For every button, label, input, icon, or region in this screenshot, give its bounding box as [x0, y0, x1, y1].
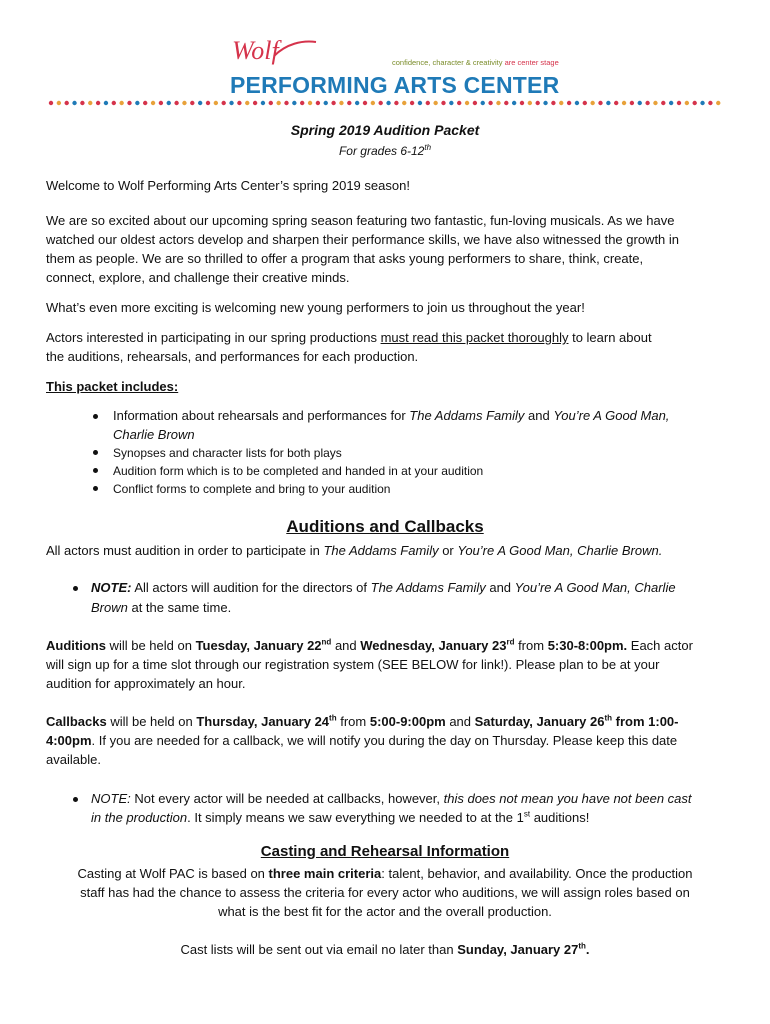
welcome-line: Welcome to Wolf Performing Arts Center’s spring 2019 season!: [46, 178, 410, 193]
read-packet-emphasis: must read this packet thoroughly: [380, 330, 569, 345]
divider-dot: [496, 101, 500, 105]
divider-dot: [410, 101, 414, 105]
divider-dot: [433, 101, 437, 105]
divider-dot: [174, 101, 178, 105]
divider-dot: [96, 101, 100, 105]
divider-dot: [716, 101, 720, 105]
divider-dot: [284, 101, 288, 105]
divider-dot: [112, 101, 116, 105]
divider-dot: [685, 101, 689, 105]
divider-dot: [630, 101, 634, 105]
divider-dot: [528, 101, 532, 105]
includes-item-4: Conflict forms to complete and bring to your audition: [113, 482, 391, 496]
divider-dot: [590, 101, 594, 105]
divider-dot: [159, 101, 163, 105]
divider-dot: [324, 101, 328, 105]
divider-dot: [104, 101, 108, 105]
callbacks-line3: available.: [46, 752, 101, 767]
divider-dot: [65, 101, 69, 105]
divider-dot: [441, 101, 445, 105]
divider-dot: [49, 101, 53, 105]
divider-dot: [300, 101, 304, 105]
logo-script: Wolf: [232, 36, 279, 65]
bullet-icon: [93, 450, 98, 455]
bullet-icon: [93, 468, 98, 473]
auditions-heading: Auditions and Callbacks: [286, 517, 484, 536]
divider-dot: [167, 101, 171, 105]
divider-dot: [606, 101, 610, 105]
divider-dot: [355, 101, 359, 105]
divider-dot: [363, 101, 367, 105]
callbacks-note-line1: NOTE: Not every actor will be needed at callbacks, however, this does not mean you have not been cast: [91, 791, 692, 806]
divider-dot: [88, 101, 92, 105]
divider-dot: [693, 101, 697, 105]
divider-dot: [512, 101, 516, 105]
cast-list-line: Cast lists will be sent out via email no later than Sunday, January 27th.: [180, 941, 590, 957]
includes-item-1: Information about rehearsals and performances for The Addams Family and You’re A Good Man,: [113, 408, 670, 423]
divider-dot: [276, 101, 280, 105]
divider-dot: [598, 101, 602, 105]
divider-dot: [371, 101, 375, 105]
divider-dot: [567, 101, 571, 105]
divider-dot: [669, 101, 673, 105]
includes-item-1-cont: Charlie Brown: [113, 427, 195, 442]
page-subtitle: For grades 6-12th: [338, 143, 432, 158]
intro-p1-line4: connect, explore, and challenge their creative minds.: [46, 270, 350, 285]
divider-dot: [418, 101, 422, 105]
divider-dot: [237, 101, 241, 105]
divider-dot: [638, 101, 642, 105]
divider-dot: [135, 101, 139, 105]
divider-dot: [292, 101, 296, 105]
divider-dot: [677, 101, 681, 105]
divider-dot: [645, 101, 649, 105]
bullet-icon: [73, 797, 78, 802]
logo-name: PERFORMING ARTS CENTER: [230, 72, 560, 98]
divider-dot: [198, 101, 202, 105]
divider-dot: [551, 101, 555, 105]
casting-line2: staff has had the chance to assess the criteria for every actor who auditions, we will assign roles based on: [80, 885, 690, 900]
divider-dot: [559, 101, 563, 105]
divider-dot: [426, 101, 430, 105]
casting-line3: what is the best fit for the actor and the overall production.: [218, 904, 552, 919]
divider-dot: [72, 101, 76, 105]
bullet-icon: [93, 414, 98, 419]
intro-p3-line2: the auditions, rehearsals, and performances for each production.: [46, 349, 419, 364]
divider-dot: [457, 101, 461, 105]
divider-dot: [143, 101, 147, 105]
callbacks-note-line2: in the production. It simply means we saw everything we needed to at the 1st auditions!: [91, 809, 590, 825]
divider-dot: [520, 101, 524, 105]
intro-p3-line1: Actors interested in participating in our spring productions must read this packet thoroughly to learn about: [46, 330, 652, 345]
divider-dot: [261, 101, 265, 105]
divider-dot: [583, 101, 587, 105]
divider-dot: [465, 101, 469, 105]
auditions-dates-line3: audition for approximately an hour.: [46, 676, 246, 691]
auditions-dates-line2: will sign up for a time slot through our registration system (SEE BELOW for link!). Please plan to be at your: [46, 657, 660, 672]
divider-dot: [622, 101, 626, 105]
divider-dot: [481, 101, 485, 105]
divider-dot: [80, 101, 84, 105]
divider-dot: [536, 101, 540, 105]
divider-dot: [661, 101, 665, 105]
divider-dot: [190, 101, 194, 105]
auditions-note-line2: Brown at the same time.: [91, 600, 232, 615]
divider-dot: [206, 101, 210, 105]
divider-dot: [214, 101, 218, 105]
divider-dot: [379, 101, 383, 105]
divider-dot: [57, 101, 61, 105]
dotted-divider: [48, 99, 724, 107]
includes-item-2: Synopses and character lists for both plays: [113, 446, 342, 460]
casting-heading: Casting and Rehearsal Information: [260, 843, 510, 860]
wolf-pac-logo: [228, 36, 560, 98]
intro-p1-line3: them as people. We are so thrilled to offer a program that asks young performers to share, think, create,: [46, 251, 644, 266]
auditions-note-line1: NOTE: All actors will audition for the directors of The Addams Family and You’re A Good Man, Charlie: [91, 580, 676, 595]
divider-dot: [151, 101, 155, 105]
divider-dot: [347, 101, 351, 105]
divider-dot: [575, 101, 579, 105]
divider-dot: [182, 101, 186, 105]
bullet-icon: [93, 486, 98, 491]
divider-dot: [473, 101, 477, 105]
divider-dot: [316, 101, 320, 105]
divider-dot: [253, 101, 257, 105]
swoosh-icon: [272, 40, 318, 58]
divider-dot: [127, 101, 131, 105]
divider-dot: [222, 101, 226, 105]
includes-item-3: Audition form which is to be completed and handed in at your audition: [113, 464, 484, 478]
divider-dot: [394, 101, 398, 105]
divider-dot: [229, 101, 233, 105]
divider-dot: [331, 101, 335, 105]
includes-heading: This packet includes:: [46, 379, 179, 394]
intro-p1-line1: We are so excited about our upcoming spring season featuring two fantastic, fun-loving musicals. As we have: [46, 213, 675, 228]
casting-line1: Casting at Wolf PAC is based on three main criteria: talent, behavior, and availability. Once the production: [77, 866, 693, 881]
auditions-dates-line1: Auditions will be held on Tuesday, January 22nd and Wednesday, January 23rd from 5:30-8:00pm. Each actor: [46, 637, 693, 653]
divider-dot: [339, 101, 343, 105]
divider-dot: [543, 101, 547, 105]
divider-dot: [700, 101, 704, 105]
callbacks-line2: 4:00pm. If you are needed for a callback, we will notify you during the day on Thursday. Please keep this date: [46, 733, 678, 748]
divider-dot: [488, 101, 492, 105]
bullet-icon: [73, 586, 78, 591]
divider-dot: [245, 101, 249, 105]
divider-dot: [449, 101, 453, 105]
divider-dot: [119, 101, 123, 105]
intro-p2: What’s even more exciting is welcoming new young performers to join us throughout the year!: [46, 300, 585, 315]
divider-dot: [402, 101, 406, 105]
divider-dot: [504, 101, 508, 105]
divider-dot: [653, 101, 657, 105]
divider-dot: [708, 101, 712, 105]
intro-p1-line2: watched our oldest actors develop and sharpen their performance skills, we have also witnessed the growth in: [46, 232, 680, 247]
divider-dot: [269, 101, 273, 105]
page-title: Spring 2019 Audition Packet: [290, 122, 480, 138]
auditions-intro: All actors must audition in order to participate in The Addams Family or You’re A Good Man, Charlie Brown.: [46, 543, 663, 558]
divider-dot: [308, 101, 312, 105]
callbacks-line1: Callbacks will be held on Thursday, January 24th from 5:00-9:00pm and Saturday, January 26th from 1:00-: [46, 713, 679, 729]
logo-tagline: confidence, character & creativity are center stage: [392, 58, 559, 67]
divider-dot: [614, 101, 618, 105]
divider-dot: [386, 101, 390, 105]
